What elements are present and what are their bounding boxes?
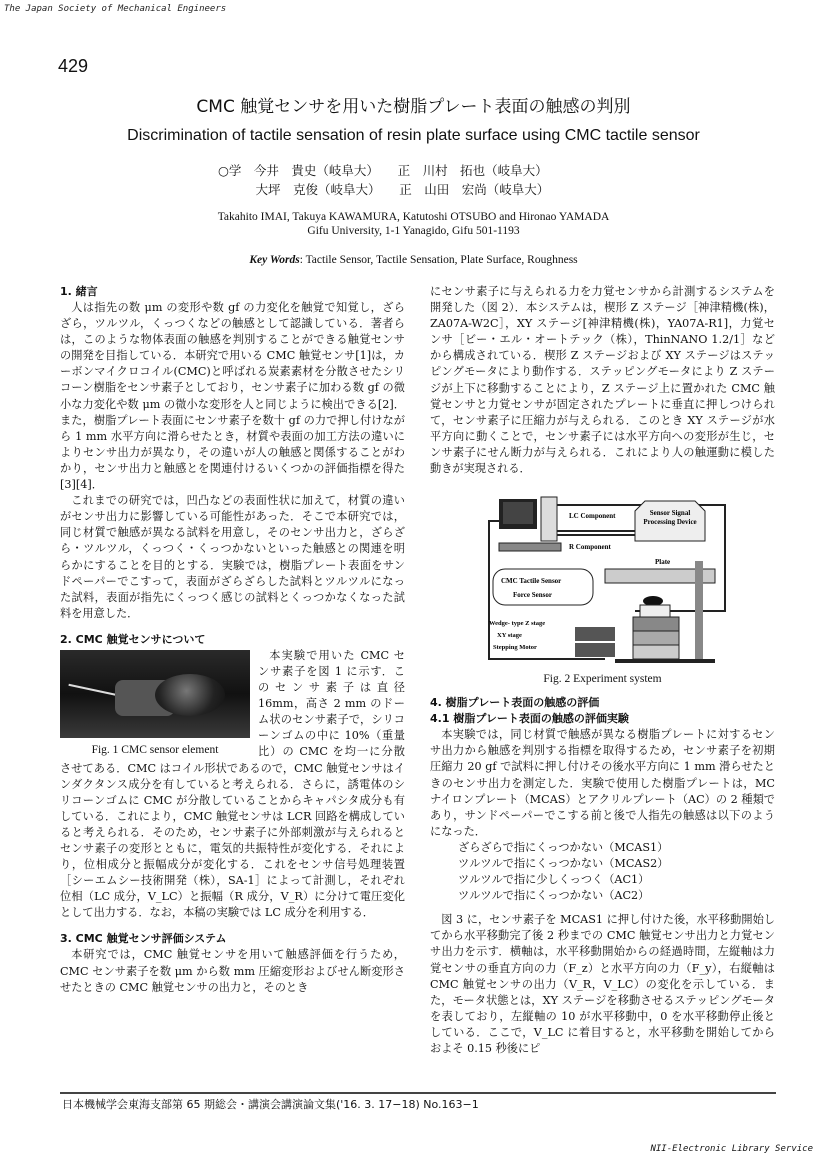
label-motor: Stepping Motor	[493, 644, 537, 652]
page-number: 429	[58, 56, 89, 76]
affiliation-en: Gifu University, 1-1 Yanagido, Gifu 501-1193	[307, 225, 520, 237]
section-3-paragraph-1: 本研究では，CMC 触覚センサを用いて触感評価を行うため，CMC センサ素子を数 μm から数 mm 圧縮変形およびせん断変形させたときの CMC 触覚センサの出力と，そのとき	[60, 948, 405, 994]
section-3-heading: 3. CMC 触覚センサ評価システム	[60, 932, 227, 946]
section-1-paragraph-1: 人は指先の数 μm の変形や数 gf の力変化を触覚で知覚し，ざらざら，ツルツル，くっつくなどの触感として認識している．著者らは，このような物体表面の触感を判別することができる触覚センサの開発を目指している．本研究で用いる CMC 触覚センサ[1]は，カーボンマイクロコイル(CMC)と呼ばれる炭素素材を分散させたシリコーン樹脂をセンサ素子としており，センサ素子に加わる数 gf の微小な力変化や数 μm の微小な変形を人と同じように検出できる[2]．また，樹脂プレート表面にセンサ素子を数十 gf の力で押し付けながら 1 mm 水平方向に滑らせたとき，材質や表面の加工方法の違いによりセンサ出力が異なり，その違いが人の触感と関係することがわかり，センサ出力と触感とを関連付けるいくつかの評価指標を得た[3][4]．	[60, 301, 405, 492]
keywords-text: : Tactile Sensor, Tactile Sensation, Plate Surface, Roughness	[299, 254, 578, 266]
section-1-paragraph-2: これまでの研究では，凹凸などの表面性状に加えて，材質の違いがセンサ出力に影響している可能性があった．そこで本研究では，同じ材質で触感が異なる試料を用意し，そのセンサ出力と，ざらざら・ツルツル，くっつく・くっつかないといった触感との関連を明らかにすることを目的とする．実験では，樹脂プレート表面をサンドペーパーでこすって，表面がざらざらした試料とツルツルになった試料，表面が指先にくっつく感じの試料とくっつかなくなった試料を用意した．	[60, 494, 405, 620]
sample-list-item: ツルツルで指に少しくっつく（AC1）	[458, 873, 650, 887]
footer-divider	[60, 1092, 776, 1094]
keyboard-icon	[499, 543, 561, 551]
label-lc: LC Component	[569, 512, 616, 521]
sensor-element-photo	[60, 650, 250, 738]
authors-english	[0, 210, 827, 238]
title-english: Discrimination of tactile sensation of resin plate surface using CMC tactile sensor	[127, 127, 700, 144]
author-names-en: Takahito IMAI, Takuya KAWAMURA, Katutoshi OTSUBO and Hironao YAMADA	[217, 211, 610, 223]
label-xy: XY stage	[497, 632, 522, 640]
figure-1-caption: Fig. 1 CMC sensor element	[91, 743, 219, 756]
label-r: R Component	[569, 543, 611, 552]
sample-list-item: ツルツルで指にくっつかない（AC2）	[458, 889, 650, 903]
figure-2-caption: Fig. 2 Experiment system	[543, 673, 662, 686]
left-column	[60, 284, 405, 996]
figure-2	[485, 491, 755, 669]
authors-line-1: ○学 今井 貴史（岐阜大） 正 川村 拓也（岐阜大）	[218, 163, 548, 178]
section-3-paragraph-1-continued: にセンサ素子に与えられる力を力覚センサから計測するシステムを開発した（図 2）．本システムは，楔形 Z ステージ［神津精機(株)，ZA07A-W2C］，XY ステージ[神津精機(株)，YA07A-R1]，力覚センサ［ビー・エル・オートテック（株），ThinNANO 1.2/1］などから構成されている．楔形 Z ステージおよび XY ステージはステッピングモータにより動作する．ステッピングモータにより Z ステージが上下に移動することにより，Z ステージ上に置かれた CMC 触覚センサと力覚センサが固定されたプレートに垂直に押しつけられて，センサ素子に圧縮力が与えられる．このとき XY ステージが水平方向に動くことで，センサ素子には水平方向への変形が生じ，センサ素子にせん断力が与えられる．これにより人の触運動に模した動きが実現される．	[430, 285, 775, 476]
right-column	[430, 284, 775, 1057]
keywords-label: Key Words	[249, 254, 300, 266]
label-plate: Plate	[655, 558, 671, 567]
authors-line-2: 大坪 克俊（岐阜大） 正 山田 宏尚（岐阜大）	[218, 182, 550, 197]
title-japanese: CMC 触覚センサを用いた樹脂プレート表面の触感の判別	[196, 97, 631, 117]
sample-list-item: ざらざらで指にくっつかない（MCAS1）	[458, 840, 669, 854]
section-4-1-heading: 4.1 樹脂プレート表面の触感の評価実験	[430, 712, 629, 726]
authors-japanese	[218, 161, 549, 199]
label-ssp2: Processing Device	[643, 518, 697, 527]
section-2-paragraph-1: 本実験で用いた CMC センサ素子を図 1 に示す．このセンサ素子は直径 16mm，高さ 2 mm のドーム状のセンサ素子で，シリコーンゴムの中に 10%（重量比）の CMC を均一に分散させてある．CMC はコイル形状であるので，CMC 触覚センサはインダクタンス成分を有していると考えられる．さらに，誘電体のシリコーンゴムに CMC が分散していることからキャパシタ成分も有している．これにより，CMC 触覚センサは LCR 回路を構成していると考えられる．そのため，センサ素子に外部刺激が与えられるとセンサ素子の変形とともに，電気的共振特性が変化する．それにより，位相成分と振幅成分が変化する．これをセンサ信号処理装置［シーエムシー技術開発（株），SA-1］によって計測し，それぞれ位相（LC 成分，V_LC）と振幅（R 成分，V_R）に分けて電圧変化として出力する．なお，本稿の実験では LC 成分を利用する．	[60, 648, 405, 920]
section-4-paragraph-1: 本実験では，同じ材質で触感が異なる樹脂プレートに対するセンサ出力から触感を判別する指標を取得するため，センサ素子を初期圧縮力 20 gf で試料に押し付けその後水平方向に 1 mm 滑らせたときのセンサ出力を測定した．実験で使用した樹脂プレートは，MC ナイロンプレート（MCAS）とアクリルプレート（AC）の 2 種類であり，サンドペーパーでこする前と後で人指先の触感は以下のようになった．	[430, 728, 775, 838]
stand-pillar	[695, 561, 703, 661]
label-cmc: CMC Tactile Sensor	[501, 577, 562, 586]
figure-1	[60, 650, 250, 758]
stepping-motor-2	[575, 643, 615, 657]
sample-list-item: ツルツルで指にくっつかない（MCAS2）	[458, 856, 669, 870]
section-4-heading: 4. 樹脂プレート表面の触感の評価	[430, 696, 600, 710]
section-1-heading: 1. 緒言	[60, 285, 98, 298]
section-4-paragraph-2: 図 3 に，センサ素子を MCAS1 に押し付けた後，水平移動開始してから水平移動完了後 2 秒までの CMC 触覚センサ出力と力覚センサ出力を示す．横軸は，水平移動開始からの経過時間，左縦軸は力覚センサの垂直方向の力（F_z）と水平方向の力（F_y），右縦軸は CMC 触覚センサの出力（V_R，V_LC）の変化を示している．また，モータ状態とは，XY ステージを移動させるステッピングモータを表しており，左縦軸の 10 が水平移動中，0 を水平移動停止後としている．ここで，V_LC に着目すると，水平移動を開始してからおよそ 0.15 秒後にピ	[430, 913, 775, 1055]
pc-tower-icon	[541, 497, 557, 541]
keywords	[0, 254, 827, 266]
label-wedge: Wedge- type Z stage	[489, 620, 546, 628]
stepping-motor-1	[575, 627, 615, 641]
section-2-heading: 2. CMC 触覚センサについて	[60, 632, 206, 646]
experiment-system-diagram	[485, 491, 755, 669]
society-header: The Japan Society of Mechanical Engineers	[4, 4, 227, 14]
label-force: Force Sensor	[513, 591, 552, 600]
label-ssp1: Sensor Signal	[649, 509, 691, 518]
nii-service-footer: NII-Electronic Library Service	[650, 1144, 813, 1154]
proceedings-footer: 日本機械学会東海支部第 65 期総会・講演会講演論文集('16. 3. 17−18) No.163−1	[62, 1098, 479, 1111]
